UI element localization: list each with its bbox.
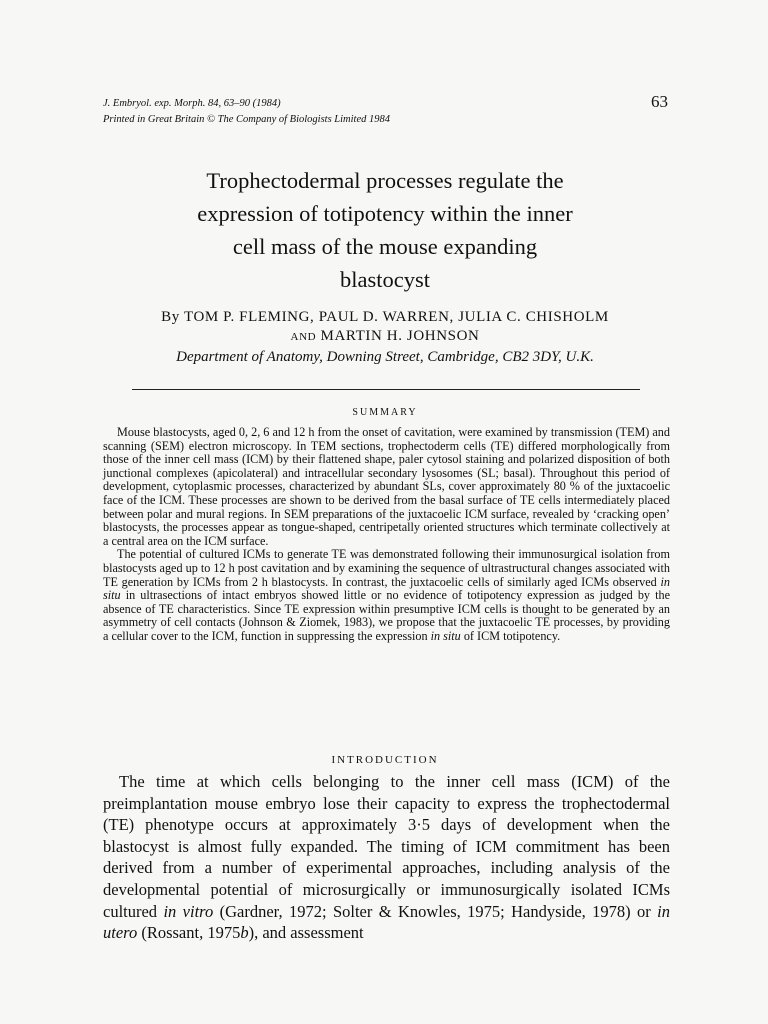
journal-citation [103, 96, 390, 128]
introduction-heading: INTRODUCTION [331, 754, 439, 766]
affiliation: Department of Anatomy, Downing Street, Cambridge, CB2 3DY, U.K. [176, 349, 594, 365]
page-number: 63 [651, 92, 668, 111]
summary-body [103, 426, 670, 644]
title-line: cell mass of the mouse expanding [232, 234, 538, 259]
authors [100, 308, 670, 347]
summary-paragraph-2: The potential of cultured ICMs to generate TE was demonstrated following their immunosurgical isolation from blastocysts aged up to 12 h post cavitation and by examining the sequence of ultrastructural changes associated with TE generation by ICMs from 2 h blastocysts. In contrast, the juxtacoelic cells of similarly aged ICMs observed in situ in ultrasections of intact embryos showed little or no evidence of totipotency expression as judged by the absence of TE characteristics. Since TE expression within presumptive ICM cells is thought to be generated by an asymmetry of cell contacts (Johnson & Ziomek, 1983), we propose that the juxtacoelic TE processes, by providing a cellular cover to the ICM, function in suppressing the expression in situ of ICM totipotency. [103, 547, 670, 643]
paper-title [100, 164, 670, 296]
summary-heading: SUMMARY [352, 407, 418, 418]
and-label: AND [290, 331, 317, 343]
journal-line: J. Embryol. exp. Morph. 84, 63–90 (1984) [103, 98, 281, 109]
introduction-paragraph: The time at which cells belonging to the inner cell mass (ICM) of the preimplantation mouse embryo lose their capacity to express the trophectodermal (TE) phenotype occurs at approximately 3·5 days of development when the blastocyst is almost fully expanded. The timing of ICM commitment has been derived from a number of experimental approaches, including analysis of the developmental potential of microsurgically or immunosurgically isolated ICMs cultured in vitro (Gardner, 1972; Solter & Knowles, 1975; Handyside, 1978) or in utero (Rossant, 1975b), and assessment [103, 772, 670, 943]
summary-paragraph-1: Mouse blastocysts, aged 0, 2, 6 and 12 h from the onset of cavitation, were examined by transmission (TEM) and scanning (SEM) electron microscopy. In TEM sections, trophectoderm cells (TE) differed morphologically from those of the inner cell mass (ICM) by their flattened shape, paler cytosol staining and polarized disposition of both junctional complexes (apicolateral) and intracellular secondary lysosomes (SL; basal). Throughout this period of development, cytoplasmic processes, characterized by abundant SLs, cover approximately 80 % of the juxtacoelic face of the ICM. These processes are shown to be derived from the basal surface of TE cells intermediately placed between polar and mural regions. In SEM preparations of the juxtacoelic ICM surface, revealed by ‘cracking open’ blastocysts, the processes appear as tongue-shaped, centripetally oriented structures which terminate collectively at a central area on the ICM surface. [103, 425, 670, 548]
title-line: expression of totipotency within the inner [197, 201, 573, 226]
authors-line-2: MARTIN H. JOHNSON [320, 328, 480, 344]
printed-line: Printed in Great Britain © The Company of Biologists Limited 1984 [103, 114, 391, 125]
by-label: By [161, 309, 180, 325]
title-line: Trophectodermal processes regulate the [206, 168, 564, 193]
title-line: blastocyst [340, 267, 430, 292]
divider [132, 389, 640, 390]
introduction-body [103, 771, 670, 944]
authors-line-1: TOM P. FLEMING, PAUL D. WARREN, JULIA C. CHISHOLM [183, 309, 609, 325]
